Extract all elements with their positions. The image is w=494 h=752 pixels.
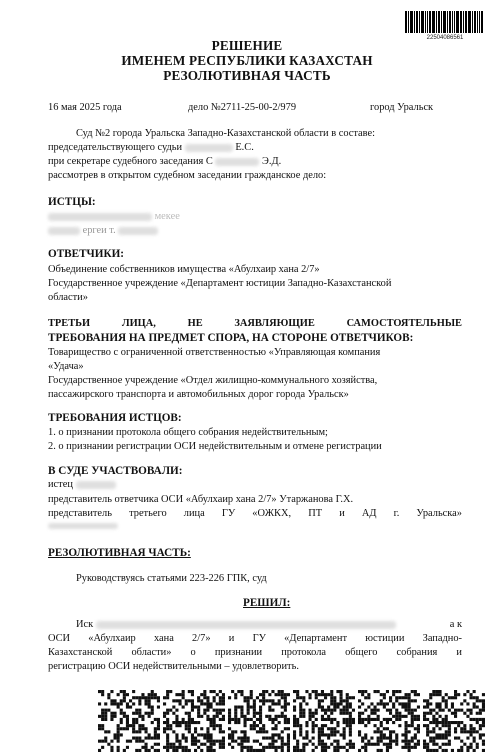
plaintiffs-heading: ИСТЦЫ: [48, 196, 96, 208]
redacted-name [215, 158, 259, 166]
participant-label: истец [48, 479, 73, 490]
qr-code-icon [228, 690, 290, 752]
qr-code-icon [163, 690, 225, 752]
redacted-name [48, 227, 80, 235]
plaintiff-2-fragment: ергеи т. [82, 225, 116, 236]
city: город Уральск [370, 102, 434, 113]
claims-heading: ТРЕБОВАНИЯ ИСТЦОВ: [48, 412, 182, 424]
court-line: Суд №2 города Уральска Западно-Казахстанской области в составе: [76, 128, 376, 139]
decision-date: 16 мая 2025 года [48, 102, 122, 113]
redacted-name [118, 227, 158, 235]
case-number: дело №2711-25-00-2/979 [188, 102, 297, 113]
barcode-icon [405, 11, 483, 33]
third-parties-heading-cont: ТРЕБОВАНИЯ НА ПРЕДМЕТ СПОРА, НА СТОРОНЕ ОТВЕТЧИКОВ: [48, 332, 414, 344]
plaintiff-1-fragment: мекее [154, 211, 180, 222]
qr-code-icon [423, 690, 485, 752]
judge-line [48, 142, 254, 153]
third-party-2-cont: пассажирского транспорта и автомобильных дорог города Уральск» [48, 389, 349, 400]
judge-label: председательствующего судьи [48, 142, 183, 153]
participant-defendant-rep: представитель ответчика ОСИ «Абулхаир хана 2/7» Утаржанова Г.Х. [48, 494, 354, 505]
claim-item: 1. о признании протокола общего собрания недействительным; [48, 427, 328, 438]
defendants-heading: ОТВЕТЧИКИ: [48, 248, 125, 260]
secretary-line [48, 156, 281, 167]
participant-third-party-rep: представитель третьего лица ГУ «ОЖКХ, ПТ и АД г. Уральска» [48, 508, 462, 519]
plaintiff-2 [48, 225, 158, 236]
verdict-line-1-end: а к [449, 619, 462, 630]
participant-plaintiff [48, 479, 116, 490]
secretary-label: при секретаре судебного заседания С [48, 156, 213, 167]
hearing-line: рассмотрев в открытом судебном заседании гражданское дело: [48, 170, 327, 181]
verdict-line-2: ОСИ «Абулхаир хана 2/7» и ГУ «Департамент юстиции Западно- [48, 633, 462, 644]
document-section-title: РЕЗОЛЮТИВНАЯ ЧАСТЬ [163, 68, 331, 83]
participant-redacted [48, 520, 118, 531]
third-parties-heading: ТРЕТЬИ ЛИЦА, НЕ ЗАЯВЛЯЮЩИЕ САМОСТОЯТЕЛЬНЫЕ [48, 318, 462, 329]
redacted-name [76, 481, 116, 489]
participants-heading: В СУДЕ УЧАСТВОВАЛИ: [48, 465, 183, 477]
barcode-number: 22504086561 [426, 35, 464, 41]
redacted-name [48, 523, 118, 529]
third-party-1: Товарищество с ограниченной ответственностью «Управляющая компания [48, 347, 381, 358]
guided-by-line: Руководствуясь статьями 223-226 ГПК, суд [76, 573, 267, 584]
secretary-initials: Э.Д. [262, 156, 282, 167]
document-title: РЕШЕНИЕ [211, 38, 283, 53]
judge-initials: Е.С. [235, 142, 254, 153]
verdict-start: Иск [76, 619, 94, 630]
qr-code-icon [358, 690, 420, 752]
verdict-line-1 [76, 619, 462, 630]
third-party-2: Государственное учреждение «Отдел жилищно-коммунального хозяйства, [48, 375, 378, 386]
third-party-1-cont: «Удача» [48, 361, 84, 372]
document-subtitle: ИМЕНЕМ РЕСПУБЛИКИ КАЗАХСТАН [121, 53, 373, 68]
defendant-2: Государственное учреждение «Департамент юстиции Западно-Казахстанской [48, 278, 392, 289]
defendant-2-cont: области» [48, 292, 88, 303]
qr-code-icon [293, 690, 355, 752]
redacted-name [185, 144, 233, 152]
defendant-1: Объединение собственников имущества «Абулхаир хана 2/7» [48, 264, 320, 275]
verdict-line-3: Казахстанской области» о признании протокола общего собрания и [48, 647, 462, 658]
decided-heading: РЕШИЛ: [243, 597, 291, 609]
claim-item: 2. о признании регистрации ОСИ недействительным и отмене регистрации [48, 441, 382, 452]
verdict-line-4: регистрацию ОСИ недействительными – удовлетворить. [48, 661, 299, 672]
plaintiff-1 [48, 211, 180, 222]
redacted-name [96, 621, 396, 629]
redacted-name [48, 213, 152, 221]
qr-code-icon [98, 690, 160, 752]
operative-heading: РЕЗОЛЮТИВНАЯ ЧАСТЬ: [48, 547, 191, 559]
